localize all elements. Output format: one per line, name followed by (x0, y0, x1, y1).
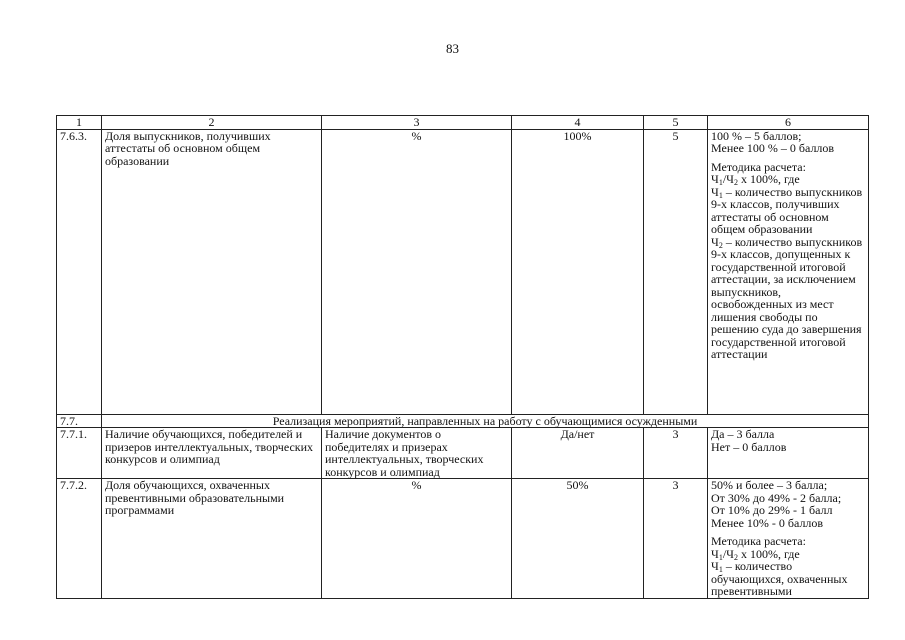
criteria-cell (708, 428, 869, 479)
criteria-cell (708, 129, 869, 414)
row-number: 7.7.2. (57, 479, 102, 599)
criteria-cell (708, 479, 869, 599)
column-number: 4 (512, 116, 644, 130)
score-cell: 3 (644, 479, 708, 599)
section-title: Реализация мероприятий, направленных на работу с обучающимися осужденными (102, 414, 869, 428)
formula: $Ч_1/Ч_2$ x 100%, где (711, 172, 800, 187)
row-number: 7.6.3. (57, 129, 102, 414)
indicator-name: Наличие обучающихся, победителей и призеров интеллектуальных, творческих конкурсов и олимпиад (102, 428, 322, 479)
target-cell: 100% (512, 129, 644, 414)
formula: $Ч_1/Ч_2$ x 100%, где (711, 546, 800, 562)
definition-ch2: $Ч_2$ – количество выпускников 9-х классов, допущенных к государственной итоговой аттестации, за исключением выпускников, освобожденных из мест лишения свободы по решению суда до завершения государственной итоговой аттестации (711, 234, 863, 361)
criterion-line: Нет – 0 баллов (711, 439, 787, 454)
criterion-line: От 30% до 49% - 2 балла; (711, 490, 842, 505)
definition-ch1: $Ч_1$ – количество обучающихся, охваченных превентивными (711, 559, 848, 598)
criterion-line: 100 % – 5 баллов; (711, 129, 802, 143)
criterion-line: Да – 3 балла (711, 427, 775, 441)
row-number: 7.7. (57, 414, 102, 428)
criterion-line: Менее 100 % – 0 баллов (711, 141, 835, 155)
column-number: 1 (57, 116, 102, 130)
section-row-7-7 (57, 414, 869, 428)
definition-ch1: $Ч_1$ – количество выпускников 9-х классов, получивших аттестаты об основном общем образовании (711, 184, 863, 236)
unit-cell: Наличие документов о победителях и призерах интеллектуальных, творческих конкурсов и олимпиад (322, 428, 512, 479)
unit-cell: % (322, 129, 512, 414)
score-cell: 3 (644, 428, 708, 479)
column-number: 3 (322, 116, 512, 130)
column-number: 2 (102, 116, 322, 130)
criterion-line: От 10% до 29% - 1 балл (711, 503, 833, 517)
table-row-7-7-2 (57, 479, 869, 599)
column-number: 6 (708, 116, 869, 130)
page-number: 83 (446, 41, 459, 56)
criteria-table (56, 115, 869, 599)
target-cell: 50% (512, 479, 644, 599)
criterion-line: 50% и более – 3 балла; (711, 478, 828, 492)
column-number: 5 (644, 116, 708, 130)
column-number-row (57, 116, 869, 130)
table-row-7-6-3 (57, 129, 869, 414)
criterion-line: Менее 10% - 0 баллов (711, 515, 824, 530)
table-row-7-7-1 (57, 428, 869, 479)
method-title: Методика расчета: (711, 159, 806, 174)
indicator-name: Доля обучающихся, охваченных превентивными образовательными программами (102, 479, 322, 599)
indicator-name: Доля выпускников, получивших аттестаты об основном общем образовании (102, 129, 322, 414)
score-cell: 5 (644, 129, 708, 414)
unit-cell: % (322, 479, 512, 599)
method-title: Методика расчета: (711, 534, 806, 548)
target-cell: Да/нет (512, 428, 644, 479)
row-number: 7.7.1. (57, 428, 102, 479)
